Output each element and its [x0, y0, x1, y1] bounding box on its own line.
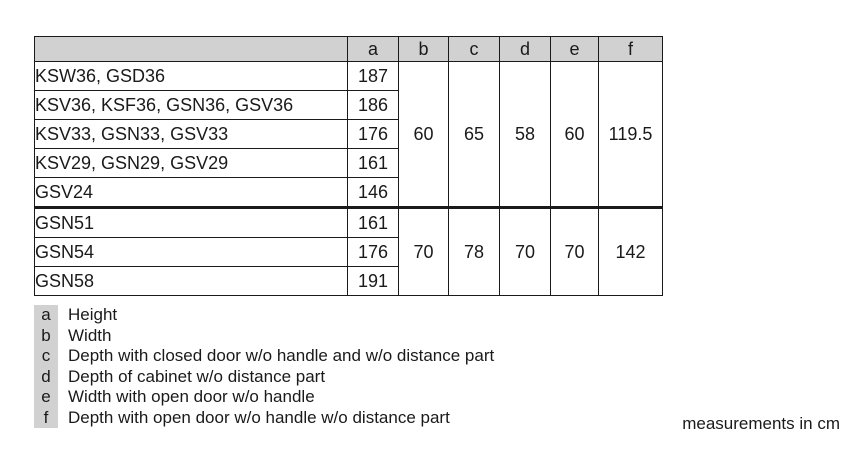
model-cell: GSN58 [35, 267, 348, 296]
height-cell: 176 [348, 238, 399, 267]
header-f: f [599, 37, 663, 62]
group-2 [35, 208, 663, 296]
depth-cabinet-cell: 58 [500, 62, 551, 208]
header-a: a [348, 37, 399, 62]
legend-text: Height [68, 305, 118, 324]
header-d: d [500, 37, 551, 62]
width-open-cell: 60 [551, 62, 599, 208]
height-cell: 187 [348, 62, 399, 91]
model-cell: KSV33, GSN33, GSV33 [35, 120, 348, 149]
legend-key: e [34, 387, 58, 408]
height-cell: 146 [348, 178, 399, 208]
header-e: e [551, 37, 599, 62]
legend-text: Width [68, 325, 112, 345]
table-row [35, 208, 663, 238]
legend-text: Depth of cabinet w/o distance part [68, 366, 326, 386]
model-cell: KSV29, GSN29, GSV29 [35, 149, 348, 178]
height-cell: 191 [348, 267, 399, 296]
legend-item [34, 346, 494, 367]
legend-item [34, 305, 494, 326]
height-cell: 161 [348, 208, 399, 238]
header-model [35, 37, 348, 62]
depth-closed-cell: 78 [449, 208, 500, 296]
width-open-cell: 70 [551, 208, 599, 296]
legend-text: Depth with open door w/o handle w/o distance part [68, 407, 450, 427]
legend-text: Depth with closed door w/o handle and w/o distance part [68, 346, 495, 365]
legend-key: f [34, 408, 58, 429]
width-cell: 70 [399, 208, 449, 296]
header-b: b [399, 37, 449, 62]
model-cell: GSN51 [35, 208, 348, 238]
group-1 [35, 62, 663, 208]
header-row [35, 37, 663, 62]
depth-open-cell: 142 [599, 208, 663, 296]
dimensions-table [34, 36, 663, 296]
model-cell: KSV36, KSF36, GSN36, GSV36 [35, 91, 348, 120]
legend-key: b [34, 326, 58, 347]
model-cell: GSN54 [35, 238, 348, 267]
depth-cabinet-cell: 70 [500, 208, 551, 296]
height-cell: 176 [348, 120, 399, 149]
legend-text: Width with open door w/o handle [68, 387, 315, 406]
legend-item [34, 387, 494, 408]
legend-item [34, 326, 494, 347]
height-cell: 161 [348, 149, 399, 178]
legend [34, 305, 494, 428]
depth-open-cell: 119.5 [599, 62, 663, 208]
header-c: c [449, 37, 500, 62]
legend-key: c [34, 346, 58, 367]
units-note: measurements in cm [682, 414, 840, 433]
legend-key: a [34, 305, 58, 326]
legend-key: d [34, 367, 58, 388]
table-row [35, 62, 663, 91]
width-cell: 60 [399, 62, 449, 208]
model-cell: GSV24 [35, 178, 348, 208]
height-cell: 186 [348, 91, 399, 120]
model-cell: KSW36, GSD36 [35, 62, 348, 91]
legend-item [34, 367, 494, 388]
legend-item [34, 408, 494, 429]
depth-closed-cell: 65 [449, 62, 500, 208]
